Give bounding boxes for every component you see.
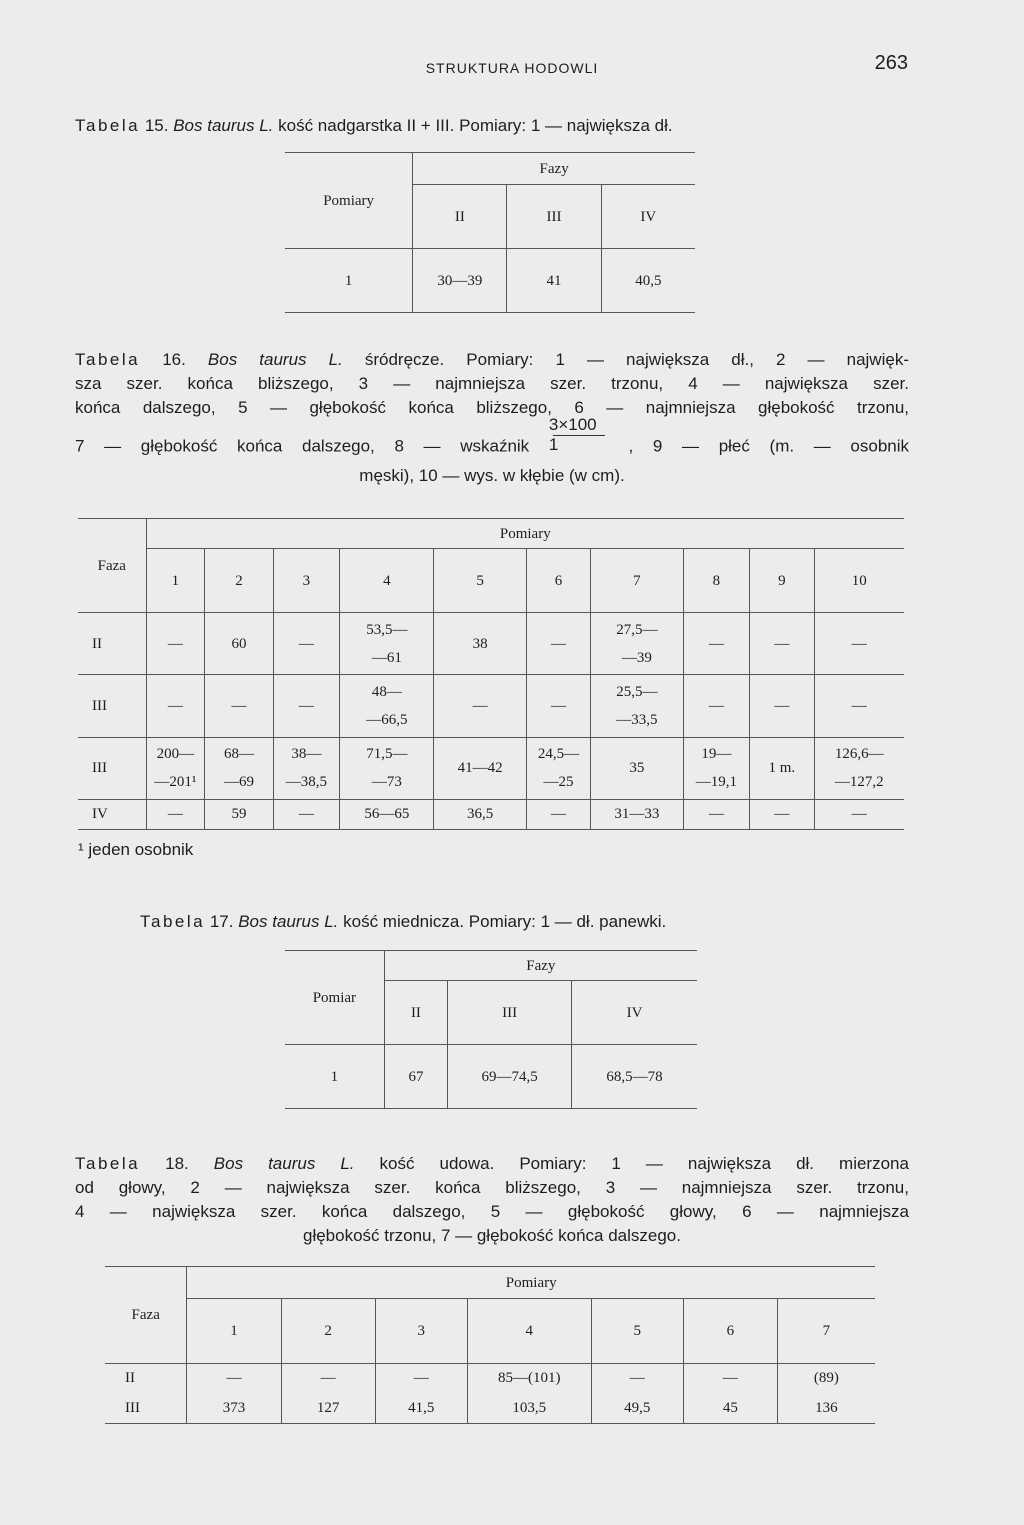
cell-line: 31—33 <box>614 806 660 823</box>
table-cell <box>750 675 814 737</box>
table-cell: 49,5 <box>591 1393 683 1423</box>
table-cell <box>683 613 750 675</box>
page-number: 263 <box>874 52 908 74</box>
cell-line: — <box>298 698 314 715</box>
cell-line: 41—42 <box>457 760 503 777</box>
table17-head-group: Fazy <box>384 951 697 981</box>
table18-caption-line <box>75 1152 909 1176</box>
table-row <box>105 1363 875 1393</box>
table-cell <box>273 799 340 829</box>
table17-head-phase: IV <box>626 1004 643 1021</box>
table16-caption-line: męski), 10 — wys. w kłębie (w cm). <box>359 466 625 485</box>
table-cell <box>273 737 340 799</box>
table16-col-head: 4 <box>340 549 434 613</box>
cell-line: 27,5— <box>616 621 658 638</box>
cell-line: —38,5 <box>285 774 328 791</box>
cell-line: 36,5 <box>466 806 494 823</box>
table15 <box>285 152 695 313</box>
table16-col-head: 3 <box>273 549 340 613</box>
table16-head-phase: Faza <box>78 519 146 613</box>
cell-line: — <box>851 635 867 652</box>
table16-caption <box>75 348 909 488</box>
table15-species: Bos taurus L. <box>173 116 274 135</box>
cell-line: — <box>708 806 724 823</box>
table15-head-group: Fazy <box>413 153 695 185</box>
cell-line: — <box>851 698 867 715</box>
table-cell <box>146 799 205 829</box>
running-title: STRUKTURA HODOWLI <box>425 60 599 76</box>
table16 <box>78 518 904 830</box>
table16-col-head: 9 <box>750 549 814 613</box>
table-cell: 67 <box>384 1045 447 1109</box>
cell-line: — <box>774 806 790 823</box>
table-cell <box>205 613 273 675</box>
cell-line: — <box>167 806 183 823</box>
table-cell: 85—(101) <box>467 1363 591 1393</box>
cell-line: —127,2 <box>834 774 884 791</box>
table-cell: 41,5 <box>375 1393 467 1423</box>
table15-label: Tabela <box>75 116 141 135</box>
table-cell <box>591 737 683 799</box>
cell-line: 24,5— <box>537 746 580 763</box>
cell-line: 1 m. <box>768 760 796 777</box>
cell-line: 56—65 <box>364 806 410 823</box>
fraction-numerator: 3×100 <box>548 415 597 434</box>
table16-col-head: 5 <box>434 549 526 613</box>
phase-cell: II <box>105 1363 187 1393</box>
table18-col-head: 2 <box>281 1299 375 1363</box>
table-cell <box>591 613 683 675</box>
table-row <box>78 675 904 737</box>
table-cell: 1 <box>285 249 413 313</box>
table18-caption-line: głębokość trzonu, 7 — głębokość końca dalszego. <box>302 1226 681 1245</box>
table-cell <box>205 675 273 737</box>
cell-line: — <box>550 698 566 715</box>
table16-head-group: Pomiary <box>146 519 904 549</box>
table-row <box>285 249 695 313</box>
cell-line: — <box>708 698 724 715</box>
table-cell <box>750 799 814 829</box>
table18-col-head: 5 <box>591 1299 683 1363</box>
table16-caption-text: 7 — głębokość końca dalszego, 8 — wskaźnik <box>75 436 530 456</box>
table15-head-phase: IV <box>640 208 657 225</box>
table18-caption-line: 4 — największa szer. końca dalszego, 5 — głębokość głowy, 6 — najmniejsza <box>75 1202 909 1221</box>
table16-col-head: 1 <box>146 549 205 613</box>
cell-line: — <box>550 806 566 823</box>
table-cell <box>526 799 591 829</box>
table18-col-head: 6 <box>683 1299 777 1363</box>
table-cell: — <box>683 1363 777 1393</box>
table-cell <box>683 675 750 737</box>
table16-caption-line: sza szer. końca bliższego, 3 — najmniejsza szer. trzonu, 4 — największa szer. <box>75 374 909 393</box>
cell-line: 53,5— <box>366 621 408 638</box>
phase-cell: II <box>78 613 146 675</box>
table18-col-head: 7 <box>822 1322 831 1339</box>
cell-line: 68— <box>223 746 254 763</box>
table18-head-phase: Faza <box>105 1267 187 1364</box>
table18-body <box>105 1363 875 1423</box>
cell-line: 126,6— <box>834 746 884 763</box>
table17-caption-text: kość miednicza. Pomiary: 1 — dł. panewki. <box>343 912 667 931</box>
table15-head-phase: III <box>507 185 601 249</box>
cell-line: 60 <box>231 635 247 652</box>
table-cell <box>526 613 591 675</box>
table-cell: 40,5 <box>635 272 662 289</box>
table-cell: 41 <box>507 249 601 313</box>
table-cell <box>750 737 814 799</box>
table16-col-head: 6 <box>526 549 591 613</box>
table-cell: 68,5—78 <box>606 1068 663 1085</box>
table-row <box>78 737 904 799</box>
fraction-denominator: 1 <box>548 435 559 454</box>
table16-footnote: ¹ jeden osobnik <box>78 840 194 859</box>
table16-col-head: 7 <box>591 549 683 613</box>
table-cell: (89) <box>813 1370 839 1387</box>
phase-cell: III <box>78 737 146 799</box>
cell-line: — <box>851 806 867 823</box>
table-cell: 45 <box>683 1393 777 1423</box>
table18 <box>105 1266 875 1424</box>
cell-line: — <box>167 698 183 715</box>
cell-line: — <box>708 635 724 652</box>
table-cell <box>340 799 434 829</box>
table17 <box>285 950 697 1109</box>
cell-line: — <box>167 635 183 652</box>
cell-line: —66,5 <box>366 712 408 729</box>
table-cell: 103,5 <box>467 1393 591 1423</box>
cell-line: — <box>774 698 790 715</box>
table16-col-head: 8 <box>683 549 750 613</box>
table17-species: Bos taurus L. <box>238 912 339 931</box>
cell-line: — <box>298 635 314 652</box>
table18-head-group: Pomiary <box>187 1267 875 1299</box>
table-cell <box>340 613 434 675</box>
table-cell <box>340 737 434 799</box>
table18-number: 18. <box>165 1154 189 1173</box>
table-cell <box>434 613 526 675</box>
table-cell <box>273 675 340 737</box>
cell-line: —69 <box>223 774 254 791</box>
table17-caption <box>140 910 900 934</box>
table17-label: Tabela <box>140 912 206 931</box>
cell-line: —61 <box>371 649 402 666</box>
table-cell <box>526 675 591 737</box>
table18-col-head: 4 <box>467 1299 591 1363</box>
table-cell: — <box>591 1363 683 1393</box>
table-cell <box>146 613 205 675</box>
table-cell <box>814 737 904 799</box>
cell-line: 59 <box>231 806 247 823</box>
table18-label: Tabela <box>75 1154 141 1173</box>
table16-body <box>78 613 904 830</box>
table-cell: 30—39 <box>413 249 507 313</box>
table18-caption-line: od głowy, 2 — największa szer. końca bliższego, 3 — najmniejsza szer. trzonu, <box>75 1178 909 1197</box>
table16-col-head: 2 <box>205 549 273 613</box>
phase-cell: III <box>78 675 146 737</box>
table-cell: — <box>187 1363 281 1393</box>
cell-line: —201¹ <box>154 774 197 791</box>
table-cell <box>205 799 273 829</box>
table-cell <box>205 737 273 799</box>
table17-number: 17. <box>209 912 234 931</box>
cell-line: —19,1 <box>695 774 737 791</box>
phase-cell: III <box>105 1393 187 1423</box>
table16-species: Bos taurus L. <box>207 350 343 369</box>
table15-caption-text: kość nadgarstka II + III. Pomiary: 1 — największa dł. <box>278 116 673 135</box>
table-row <box>105 1393 875 1423</box>
table-cell <box>814 613 904 675</box>
cell-line: —25 <box>543 774 574 791</box>
table-cell: 136 <box>815 1400 838 1417</box>
table-cell <box>591 799 683 829</box>
table16-caption-line: końca dalszego, 5 — głębokość końca bliższego, 6 — najmniejsza głębokość trzonu, <box>75 398 909 417</box>
table-cell <box>273 613 340 675</box>
table-row <box>78 799 904 829</box>
table-cell <box>526 737 591 799</box>
cell-line: — <box>774 635 790 652</box>
cell-line: — <box>231 698 247 715</box>
table18-species: Bos taurus L. <box>213 1154 355 1173</box>
cell-line: 71,5— <box>366 746 408 763</box>
table18-col-head: 1 <box>187 1299 281 1363</box>
table-cell: 373 <box>187 1393 281 1423</box>
table-cell <box>434 675 526 737</box>
table-row <box>285 1045 697 1109</box>
table-cell: 69—74,5 <box>448 1045 572 1109</box>
table-cell <box>683 737 750 799</box>
table-cell <box>591 675 683 737</box>
table-row <box>78 613 904 675</box>
table16-caption-text: , 9 — płeć (m. — osobnik <box>628 436 909 456</box>
table-cell <box>683 799 750 829</box>
table18-caption <box>75 1152 909 1248</box>
table17-head-phase: II <box>384 981 447 1045</box>
table-cell: 127 <box>281 1393 375 1423</box>
cell-line: —73 <box>371 774 402 791</box>
index-fraction <box>549 416 609 454</box>
table17-head-measure: Pomiar <box>285 951 384 1045</box>
table-cell <box>146 675 205 737</box>
cell-line: — <box>550 635 566 652</box>
cell-line: 25,5— <box>616 684 658 701</box>
table15-head-measure: Pomiary <box>285 153 413 249</box>
table-cell <box>340 675 434 737</box>
table-cell: 1 <box>285 1045 384 1109</box>
table-cell <box>814 799 904 829</box>
table-cell <box>750 613 814 675</box>
cell-line: 200— <box>156 746 195 763</box>
table-cell <box>434 799 526 829</box>
table-cell: — <box>375 1363 467 1393</box>
table-cell: — <box>281 1363 375 1393</box>
table17-head-phase: III <box>448 981 572 1045</box>
table18-caption-text: kość udowa. Pomiary: 1 — największa dł. mierzona <box>379 1154 909 1173</box>
cell-line: — <box>298 806 314 823</box>
table15-caption <box>75 114 915 138</box>
table16-label: Tabela <box>75 350 141 369</box>
cell-line: 35 <box>629 760 645 777</box>
table-cell <box>434 737 526 799</box>
cell-line: —33,5 <box>616 712 658 729</box>
table16-col-head: 10 <box>851 572 867 589</box>
table-cell <box>814 675 904 737</box>
cell-line: 38 <box>472 635 488 652</box>
cell-line: 19— <box>701 746 732 763</box>
cell-line: 38— <box>291 746 322 763</box>
cell-line: —39 <box>621 649 652 666</box>
table15-number: 15. <box>144 116 169 135</box>
table16-caption-line <box>75 348 909 372</box>
phase-cell: IV <box>78 799 146 829</box>
cell-line: 48— <box>371 684 402 701</box>
cell-line: — <box>472 698 488 715</box>
table18-col-head: 3 <box>375 1299 467 1363</box>
table-cell <box>146 737 205 799</box>
table16-number: 16. <box>162 350 186 369</box>
table15-head-phase: II <box>413 185 507 249</box>
table16-caption-text: śródręcze. Pomiary: 1 — największa dł., 2 — najwięk- <box>364 350 909 369</box>
